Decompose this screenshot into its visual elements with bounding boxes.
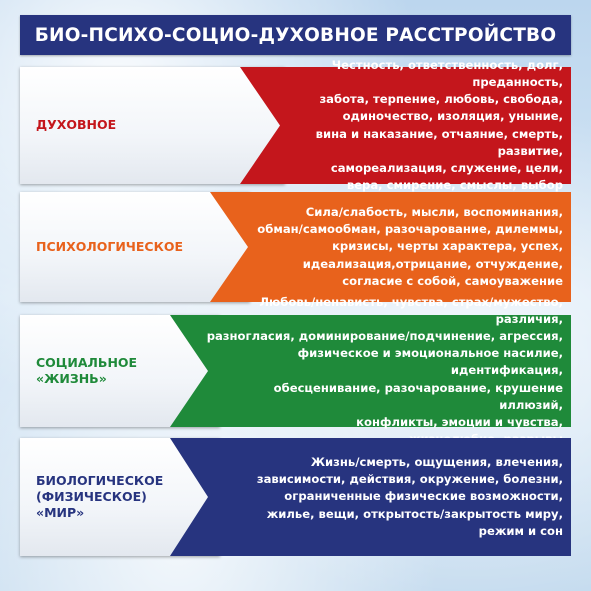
description-social: различия, разногласия, доминирование/подчинение, агрессия, физическое и эмоциональное насилие, идентификация, обесценивание, разочарование, крушение иллюзий, конфликты, эмоции и чувства,: [206, 311, 563, 429]
description-biological: Жизнь/смерть, ощущения, влечения, зависимости, действия, окружение, болезни, ограниченные физические возможности, жилье, вещи, открытость/закрытость миру, режим и сон: [256, 455, 563, 538]
category-label-psychological: ПСИХОЛОГИЧЕСКОЕ: [36, 238, 183, 254]
row-biological: [20, 438, 571, 556]
page-title: БИО-ПСИХО-СОЦИО-ДУХОВНОЕ РАССТРОЙСТВО: [20, 15, 571, 55]
row-spiritual: [20, 57, 571, 192]
row-psychological: [20, 192, 571, 302]
description-spiritual: Честность, ответственность, долг, преданность, забота, терпение, любовь, свобода, одиночество, изоляция, уныние, вина и наказание, отчаяние, смерть, развитие, самореализация, служение, цели, вера, смирение, смыслы, выбор: [315, 57, 563, 192]
row-social: [20, 311, 571, 429]
category-label-spiritual: ДУХОВНОЕ: [36, 117, 117, 133]
category-label-social: СОЦИАЛЬНОЕ «ЖИЗНЬ»: [36, 354, 138, 386]
category-label-biological: БИОЛОГИЧЕСКОЕ (ФИЗИЧЕСКОЕ) «МИР»: [36, 472, 164, 521]
description-psychological: Сила/слабость, мысли, воспоминания, обман/самообман, разочарование, дилеммы, кризисы, черты характера, успех, идеализация,отрицание, отчуждение, согласие с собой, самоуважение: [257, 205, 563, 288]
